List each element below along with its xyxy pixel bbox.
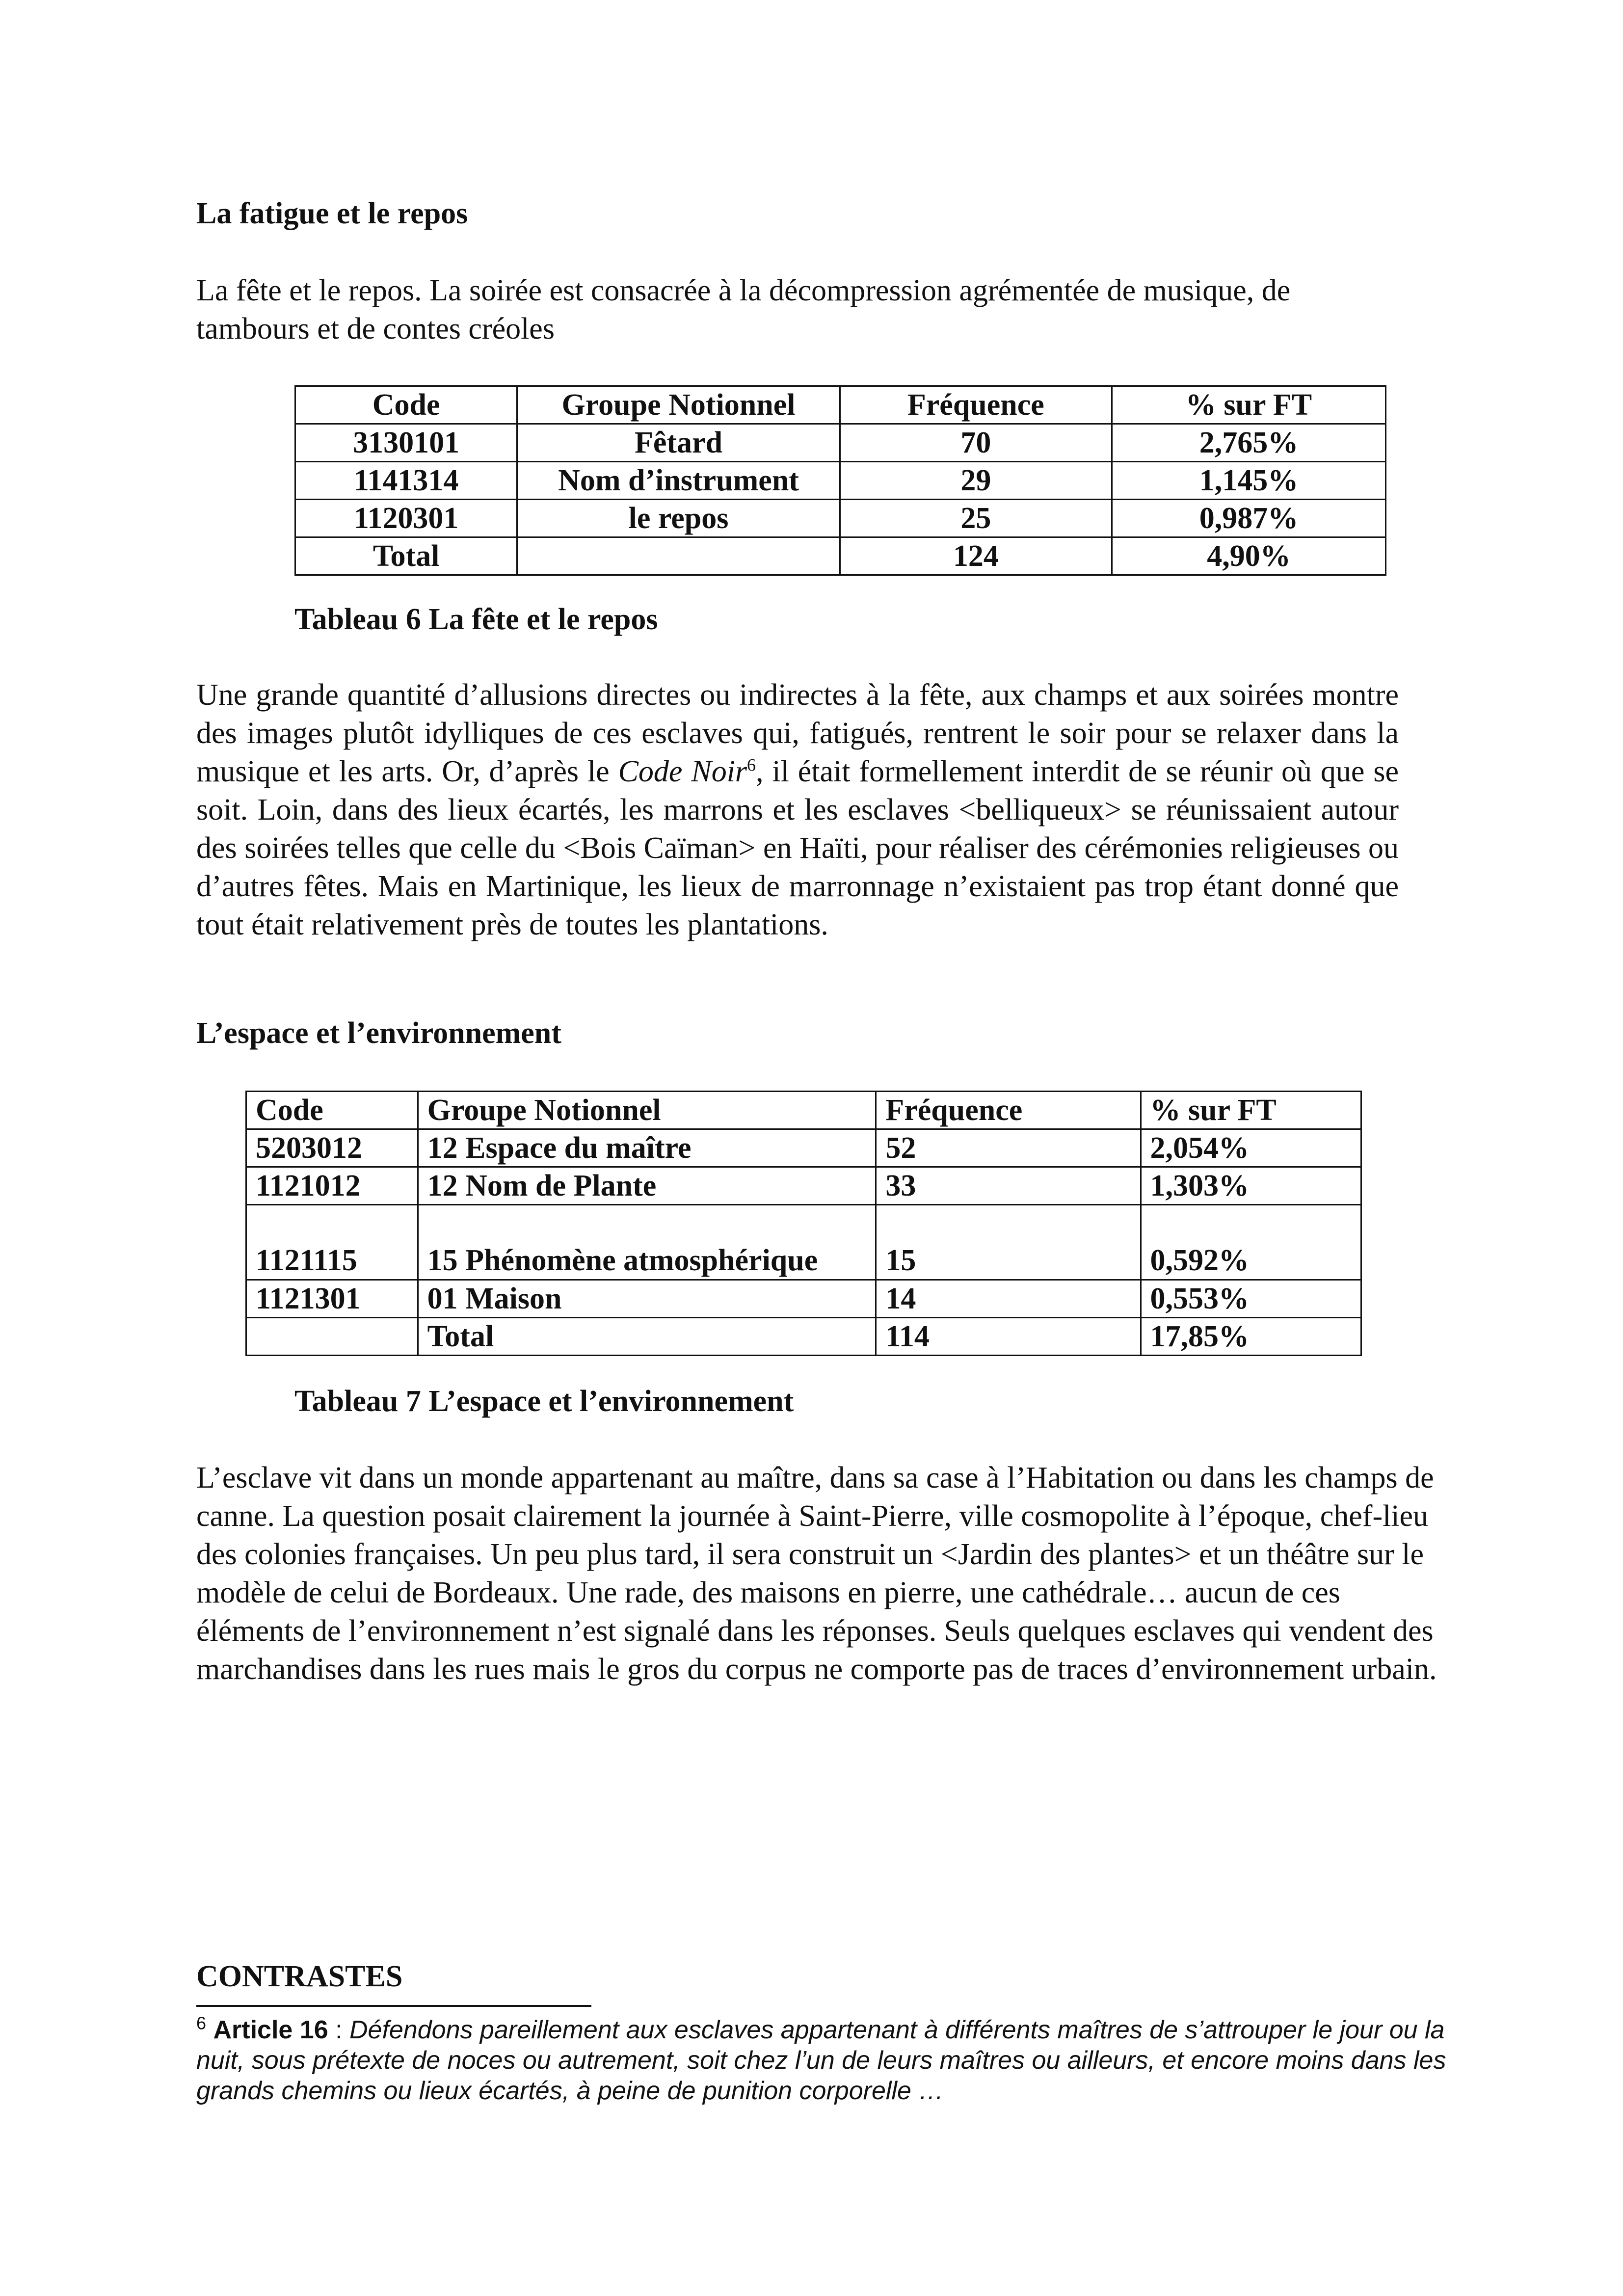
cell-groupe: Nom d’instrument <box>517 462 840 500</box>
cell-code: 1121115 <box>246 1205 418 1280</box>
section-heading-fatigue: La fatigue et le repos <box>196 197 468 230</box>
table-row <box>246 1280 1361 1318</box>
cell-pct: 2,054% <box>1141 1129 1361 1167</box>
cell-pct: 0,987% <box>1112 500 1385 537</box>
cell-code: 1141314 <box>295 462 517 500</box>
header-frequence: Fréquence <box>840 386 1112 424</box>
cell-pct: 2,765% <box>1112 424 1385 462</box>
paragraph-espace: L’esclave vit dans un monde appartenant au maître, dans sa case à l’Habitation ou dans les champs de canne. La question posait clairement la journée à Saint-Pierre, ville cosmopolite à l’époque, chef-lieu des colonies françaises. Un peu plus tard, il sera construit un <Jardin des plantes> et un théâtre sur le modèle de celui de Bordeaux. Une rade, des maisons en pierre, une cathédrale… aucun de ces éléments de l’environnement n’est signalé dans les réponses. Seuls quelques esclaves qui vendent des marchandises dans les rues mais le gros du corpus ne comporte pas de traces d’environnement urbain. <box>196 1461 1437 1686</box>
cell-frequence: 70 <box>840 424 1112 462</box>
cell-groupe: 12 Espace du maître <box>418 1129 876 1167</box>
cell-frequence: 15 <box>876 1205 1141 1280</box>
cell-code: Total <box>295 537 517 575</box>
table-7-caption: Tableau 7 L’espace et l’environnement <box>294 1385 794 1418</box>
cell-frequence: 114 <box>876 1318 1141 1356</box>
cell-code <box>246 1318 418 1356</box>
table-header-row <box>295 386 1386 424</box>
table-total-row <box>246 1318 1361 1356</box>
paragraph-fete <box>196 676 1399 944</box>
cell-groupe: 01 Maison <box>418 1280 876 1318</box>
cell-groupe: 12 Nom de Plante <box>418 1167 876 1205</box>
header-pct: % sur FT <box>1141 1092 1361 1129</box>
section-heading-espace: L’espace et l’environnement <box>196 1016 561 1050</box>
table-row <box>246 1167 1361 1205</box>
section-heading-contrastes: CONTRASTES <box>196 1960 403 1993</box>
header-code: Code <box>246 1092 418 1129</box>
cell-pct: 0,592% <box>1141 1205 1361 1280</box>
cell-pct: 1,145% <box>1112 462 1385 500</box>
cell-code: 1121012 <box>246 1167 418 1205</box>
cell-code: 1120301 <box>295 500 517 537</box>
cell-frequence: 33 <box>876 1167 1141 1205</box>
header-code: Code <box>295 386 517 424</box>
footnote-text: Défendons pareillement aux esclaves appartenant à différents maîtres de s’attrouper le jour ou la nuit, sous prétexte de noces ou autrement, soit chez l’un de leurs maîtres ou ailleurs, et encore moins dans les grands chemins ou lieux écartés, à peine de punition corporelle … <box>196 2016 1446 2105</box>
table-row <box>246 1205 1361 1280</box>
table-7 <box>245 1091 1362 1356</box>
table-row <box>295 462 1386 500</box>
code-noir-title: Code Noir <box>618 755 747 788</box>
paragraph-fete-part1: Une grande quantité d’allusions directes ou indirectes à la fête, aux champs et aux soirées montre des images plutôt idylliques de ces esclaves qui, fatigués, rentrent le soir pour se relaxer dans la musique et les arts. Or, d’après le <box>196 678 1399 788</box>
cell-code: 5203012 <box>246 1129 418 1167</box>
footnote-6 <box>196 2015 1453 2106</box>
cell-frequence: 52 <box>876 1129 1141 1167</box>
cell-pct: 0,553% <box>1141 1280 1361 1318</box>
table-row <box>295 500 1386 537</box>
cell-frequence: 124 <box>840 537 1112 575</box>
cell-groupe: le repos <box>517 500 840 537</box>
table-row <box>295 424 1386 462</box>
cell-groupe: Total <box>418 1318 876 1356</box>
cell-frequence: 25 <box>840 500 1112 537</box>
table-6-caption: Tableau 6 La fête et le repos <box>294 603 658 636</box>
table-total-row <box>295 537 1386 575</box>
cell-frequence: 29 <box>840 462 1112 500</box>
cell-groupe: Fêtard <box>517 424 840 462</box>
footnote-label: Article 16 <box>213 2016 328 2044</box>
header-frequence: Fréquence <box>876 1092 1141 1129</box>
footnote-separator <box>196 2005 591 2007</box>
intro-paragraph: La fête et le repos. La soirée est consacrée à la décompression agrémentée de musique, de tambours et de contes créoles <box>196 274 1291 346</box>
header-groupe: Groupe Notionnel <box>517 386 840 424</box>
cell-pct: 1,303% <box>1141 1167 1361 1205</box>
cell-frequence: 14 <box>876 1280 1141 1318</box>
cell-code: 3130101 <box>295 424 517 462</box>
footnote-separator-text: : <box>328 2016 349 2044</box>
footnote-number: 6 <box>196 2013 207 2033</box>
table-row <box>246 1129 1361 1167</box>
header-pct: % sur FT <box>1112 386 1385 424</box>
cell-groupe: 15 Phénomène atmosphérique <box>418 1205 876 1280</box>
cell-pct: 4,90% <box>1112 537 1385 575</box>
footnote-ref: 6 <box>747 755 756 775</box>
header-groupe: Groupe Notionnel <box>418 1092 876 1129</box>
cell-code: 1121301 <box>246 1280 418 1318</box>
table-header-row <box>246 1092 1361 1129</box>
table-6 <box>294 385 1386 576</box>
cell-groupe <box>517 537 840 575</box>
paragraph-fete-part2: , il était formellement interdit de se réunir où que se soit. Loin, dans des lieux écartés, les marrons et les esclaves <belliqueux> se réunissaient autour des soirées telles que celle du <Bois Caïman> en Haïti, pour réaliser des cérémonies religieuses ou d’autres fêtes. Mais en Martinique, les lieux de marronnage n’existaient pas trop étant donné que tout était relativement près de toutes les plantations. <box>196 755 1399 941</box>
cell-pct: 17,85% <box>1141 1318 1361 1356</box>
